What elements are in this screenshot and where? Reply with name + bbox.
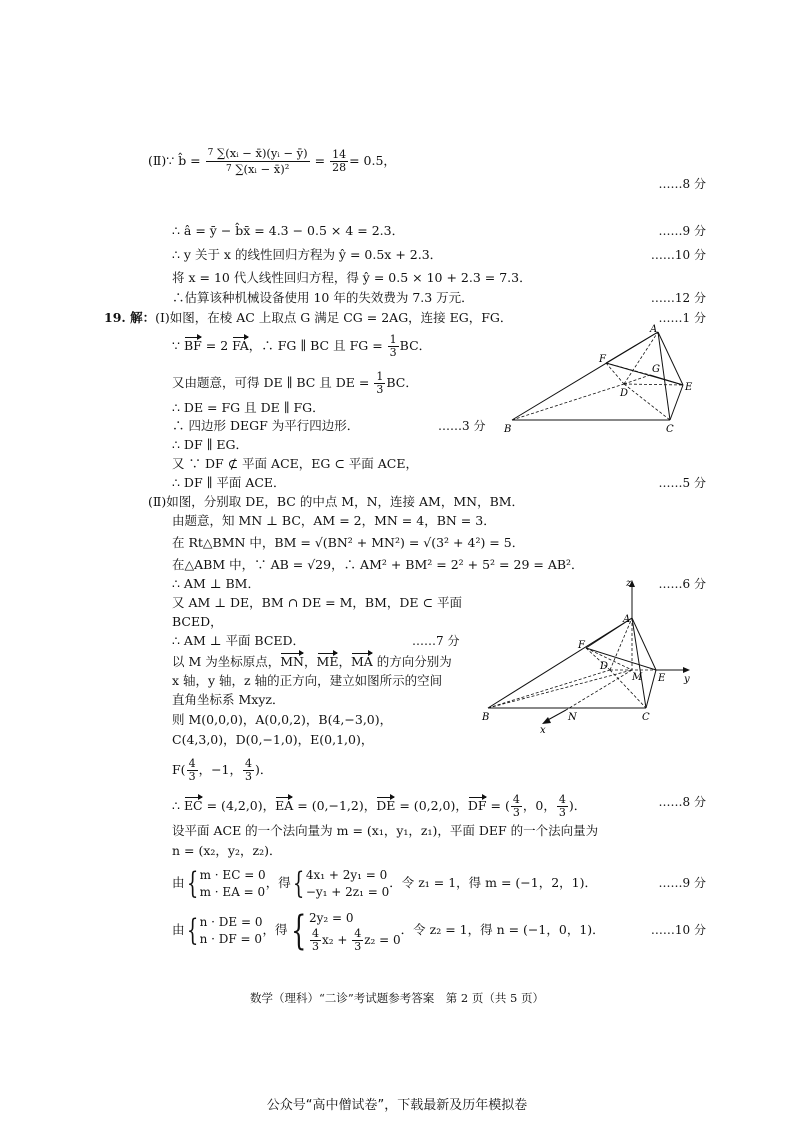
q19-line6: ∴ DF ∥ EG． — [172, 437, 248, 452]
fig1-label-c: C — [666, 424, 674, 435]
fig1-label-f: F — [599, 354, 606, 365]
fig2-label-x: x — [540, 725, 546, 734]
score-10b: ……10 分 — [650, 923, 706, 937]
fig2-label-m: M — [632, 672, 643, 683]
score-9b: ……9 分 — [658, 876, 706, 890]
normal-vector-line1: 设平面 ACE 的一个法向量为 m = (x₁，y₁，z₁)，平面 DEF 的一个法向量为 — [172, 823, 599, 838]
score-5: ……5 分 — [658, 476, 706, 490]
score-6: ……6 分 — [658, 577, 706, 591]
watermark-text: 公众号“高中僧试卷”，下载最新及历年模拟卷 — [266, 1098, 528, 1113]
fig1-label-d: D — [620, 388, 629, 399]
part2-line3: 在 Rt△BMN 中，BM = √(BN² + MN²) = √(3² + 4²) = 5． — [172, 535, 525, 550]
pyramid-figure-1 — [500, 320, 700, 435]
pyramid-figure-2 — [478, 578, 694, 734]
fig2-label-z: z — [626, 578, 632, 589]
vectors-line: ∴ EC = (4,2,0)，EA = (0,−1,2)，DE = (0,2,0)，DF = ( $\frac{4}{3}$ ，0， $\frac{4}{3}$ )． — [172, 793, 587, 819]
intercept-line: ∴ â = ȳ − b̂x̄ = 4.3 − 0.5 × 4 = 2.3． — [172, 223, 405, 238]
part2-line7: BCED， — [172, 614, 223, 629]
regression-slope-formula: (Ⅱ)∵ b̂ = $\frac{^7 \sum(xᵢ - x̄)(yᵢ - ȳ)}{^7 \sum(xᵢ - x̄)^2}$ = $\frac{14}{28}$ = 0.5， — [148, 146, 396, 176]
score-3: ……3 分 — [438, 419, 486, 433]
fig2-label-a: A — [623, 614, 631, 625]
point-f-coords: F( $\frac{4}{3}$ ，−1， $\frac{4}{3}$ )． — [172, 757, 273, 783]
score-8b: ……8 分 — [658, 795, 706, 809]
part2-line12: 则 M(0,0,0)，A(0,0,2)，B(4,−3,0)， — [172, 712, 393, 727]
part2-line10: x 轴，y 轴，z 轴的正方向，建立如图所示的空间 — [172, 673, 443, 688]
fig2-label-c: C — [642, 712, 650, 723]
fig1-label-g: G — [652, 364, 660, 375]
normal-vector-line2: n = (x₂，y₂，z₂)． — [172, 843, 282, 858]
fig2-label-n: N — [568, 712, 577, 723]
regression-equation-line: ∴ y 关于 x 的线性回归方程为 ŷ = 0.5x + 2.3． — [172, 247, 443, 262]
q19-line1: 19. 解：(Ⅰ)如图，在棱 AC 上取点 G 满足 CG = 2AG，连接 EG，FG． — [104, 310, 513, 325]
fig2-label-y: y — [684, 674, 690, 685]
score-8: ……8 分 — [658, 177, 706, 191]
score-12: ……12 分 — [650, 291, 706, 305]
score-7: ……7 分 — [412, 634, 460, 648]
q19-line2: ∵ BF = 2 FA，∴ FG ∥ BC 且 FG = $\frac{1}{3}$ BC． — [172, 333, 432, 359]
fig1-label-a: A — [650, 324, 658, 335]
q19-line7: 又 ∵ DF ⊄ 平面 ACE，EG ⊂ 平面 ACE， — [172, 456, 418, 471]
substitution-line: 将 x = 10 代人线性回归方程，得 ŷ = 0.5 × 10 + 2.3 = 7.3． — [172, 270, 532, 285]
part2-line9: 以 M 为坐标原点，MN，ME，MA 的方向分别为 — [172, 654, 452, 669]
fig2-label-e: E — [658, 673, 666, 684]
part2-line5: ∴ AM ⊥ BM． — [172, 576, 260, 591]
q19-line3: 又由题意，可得 DE ∥ BC 且 DE = $\frac{1}{3}$ BC． — [172, 370, 418, 396]
system-m: 由{ m · EC = 0 m · EA = 0 ，得{ 4x₁ + 2y₁ = 0 −y₁ + 2z₁ = 0 ．令 z₁ = 1，得 m = (−1，2，1)． — [172, 865, 598, 901]
part2-line8: ∴ AM ⊥ 平面 BCED． — [172, 633, 306, 648]
score-1: ……1 分 — [658, 311, 706, 325]
score-9a: ……9 分 — [658, 224, 706, 238]
page-footer: 数学（理科）“二诊”考试题参考答案 第 2 页（共 5 页） — [249, 991, 544, 1005]
score-10a: ……10 分 — [650, 248, 706, 262]
fig1-label-b: B — [504, 424, 512, 435]
part2-line6: 又 AM ⊥ DE，BM ∩ DE = M，BM，DE ⊂ 平面 — [172, 595, 462, 610]
fig1-label-e: E — [685, 382, 693, 393]
part2-line4: 在△ABM 中，∵ AB = √29，∴ AM² + BM² = 2² + 5² = 29 = AB²． — [172, 557, 584, 572]
part2-line2: 由题意，知 MN ⊥ BC，AM = 2，MN = 4，BN = 3． — [172, 513, 496, 528]
part2-line11: 直角坐标系 Mxyz． — [172, 692, 285, 707]
q19-line4: ∴ DE = FG 且 DE ∥ FG． — [172, 400, 325, 415]
estimate-line: ∴估算该种机械设备使用 10 年的失效费为 7.3 万元． — [172, 290, 474, 305]
part2-line1: (Ⅱ)如图，分别取 DE，BC 的中点 M，N，连接 AM，MN，BM． — [148, 494, 525, 509]
q19-line5: ∴ 四边形 DEGF 为平行四边形． — [172, 418, 360, 433]
fig2-label-b: B — [482, 712, 490, 723]
part2-line13: C(4,3,0)，D(0,−1,0)，E(0,1,0)， — [172, 732, 374, 747]
system-n: 由{ n · DE = 0 n · DF = 0 ，得{ 2y₂ = 0 $\frac{4}{3}$ x₂ + $\frac{4}{3}$ z₂ = 0 ．令 z₂ = 1，得 n = (−1，0，1)． — [172, 907, 605, 954]
fig2-label-d: D — [600, 661, 609, 672]
q19-line8: ∴ DF ∥ 平面 ACE． — [172, 475, 286, 490]
fig2-label-f: F — [578, 640, 585, 651]
